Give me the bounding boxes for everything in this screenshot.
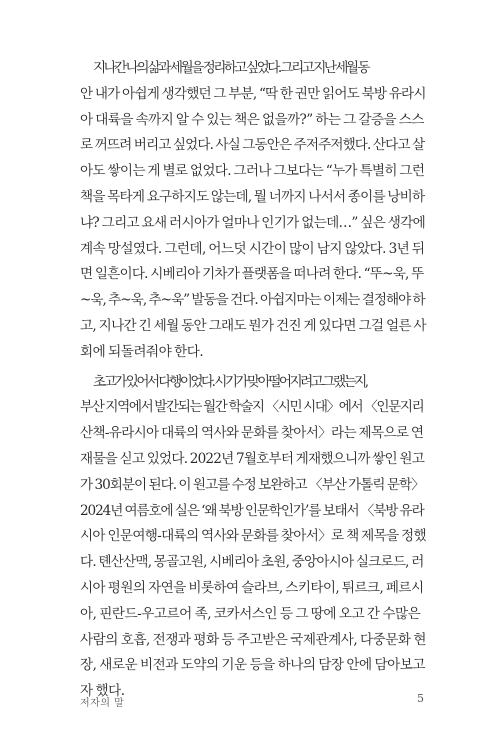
- body-text: [80, 56, 425, 709]
- text-line: 초고가 있어서 다행이었다. 시기가 맞아떨어지려고 그랬는지,: [93, 373, 367, 390]
- text-line: 사람의 호흡, 전쟁과 평화 등 주고받은 국제관계사, 다중문화 현: [80, 631, 426, 648]
- text-line: 아도 쌓이는 게 별로 없었다. 그러나 그보다는 “누가 특별히 그런: [80, 163, 425, 180]
- text-line: ~욱, 추~욱, 추~욱” 발동을 건다. 아쉽지마는 이제는 결정해야 하: [80, 292, 425, 309]
- paragraph-1: [80, 56, 425, 366]
- text-line: 시아 인문여행-대륙의 역사와 문화를 찾아서〉로 책 제목을 정했: [80, 528, 426, 545]
- text-line: 안 내가 아쉽게 생각했던 그 부분, “딱 한 권만 읽어도 북방 유라시: [80, 85, 426, 102]
- text-line: 면 일흔이다. 시베리아 기차가 플랫폼을 떠나려 한다. “뚜~욱, 뚜: [80, 266, 424, 283]
- text-line: 2024년 여름호에 실은 ‘왜 북방 인문학인가’를 보태서 〈북방 유라: [80, 502, 424, 519]
- text-line: 냐? 그리고 요새 러시아가 얼마나 인기가 없는데…” 싶은 생각에: [80, 214, 426, 231]
- text-line: 아 대륙을 속까지 알 수 있는 책은 없을까?” 하는 그 갈증을 스스: [80, 111, 424, 128]
- text-line: 계속 망설였다. 그런데, 어느덧 시간이 많이 남지 않았다. 3년 뒤: [80, 240, 425, 257]
- paragraph-2: [80, 370, 425, 705]
- running-footer-label: 저자의 말: [80, 698, 125, 709]
- text-line: 로 꺼뜨려 버리고 싶었다. 사실 그동안은 주저주저했다. 산다고 살: [80, 137, 425, 154]
- text-line: 자 했다.: [80, 683, 125, 700]
- text-line: 재물을 싣고 있었다. 2022년 7월호부터 게재했으니까 쌓인 원고: [80, 450, 425, 467]
- text-line: 회에 되돌려줘야 한다.: [80, 343, 204, 360]
- text-line: 시아 평원의 자연을 비롯하여 슬라브, 스키타이, 튀르크, 페르시: [80, 579, 424, 596]
- text-line: 아, 핀란드-우고르어 족, 코카서스인 등 그 땅에 오고 간 수많은: [80, 605, 421, 622]
- text-line: 가 30회분이 된다. 이 원고를 수정 보완하고 〈부산 가톨릭 문학〉: [80, 476, 424, 493]
- text-line: 장, 새로운 비전과 도약의 기운 등을 하나의 담장 안에 담아보고: [80, 657, 425, 674]
- page-number: 5: [417, 692, 424, 705]
- text-line: 부산 지역에서 발간되는 월간 학술지 〈시민 시대〉에서 〈인문지리: [80, 399, 424, 416]
- text-line: 책을 목타게 요구하지도 않는데, 뭘 너까지 나서서 종이를 낭비하: [80, 188, 425, 205]
- text-line: 산책-유라시아 대륙의 역사와 문화를 찾아서〉라는 제목으로 연: [80, 425, 424, 442]
- text-line: 다. 톈산산맥, 몽골고원, 시베리아 초원, 중앙아시아 실크로드, 러: [80, 554, 424, 571]
- text-line: 고, 지나간 긴 세월 동안 그래도 뭔가 건진 게 있다면 그걸 얼른 사: [80, 317, 426, 334]
- text-line: 지나간 나의 삶과 세월을 정리하고 싶었다. 그리고 지난 세월 동: [93, 60, 368, 76]
